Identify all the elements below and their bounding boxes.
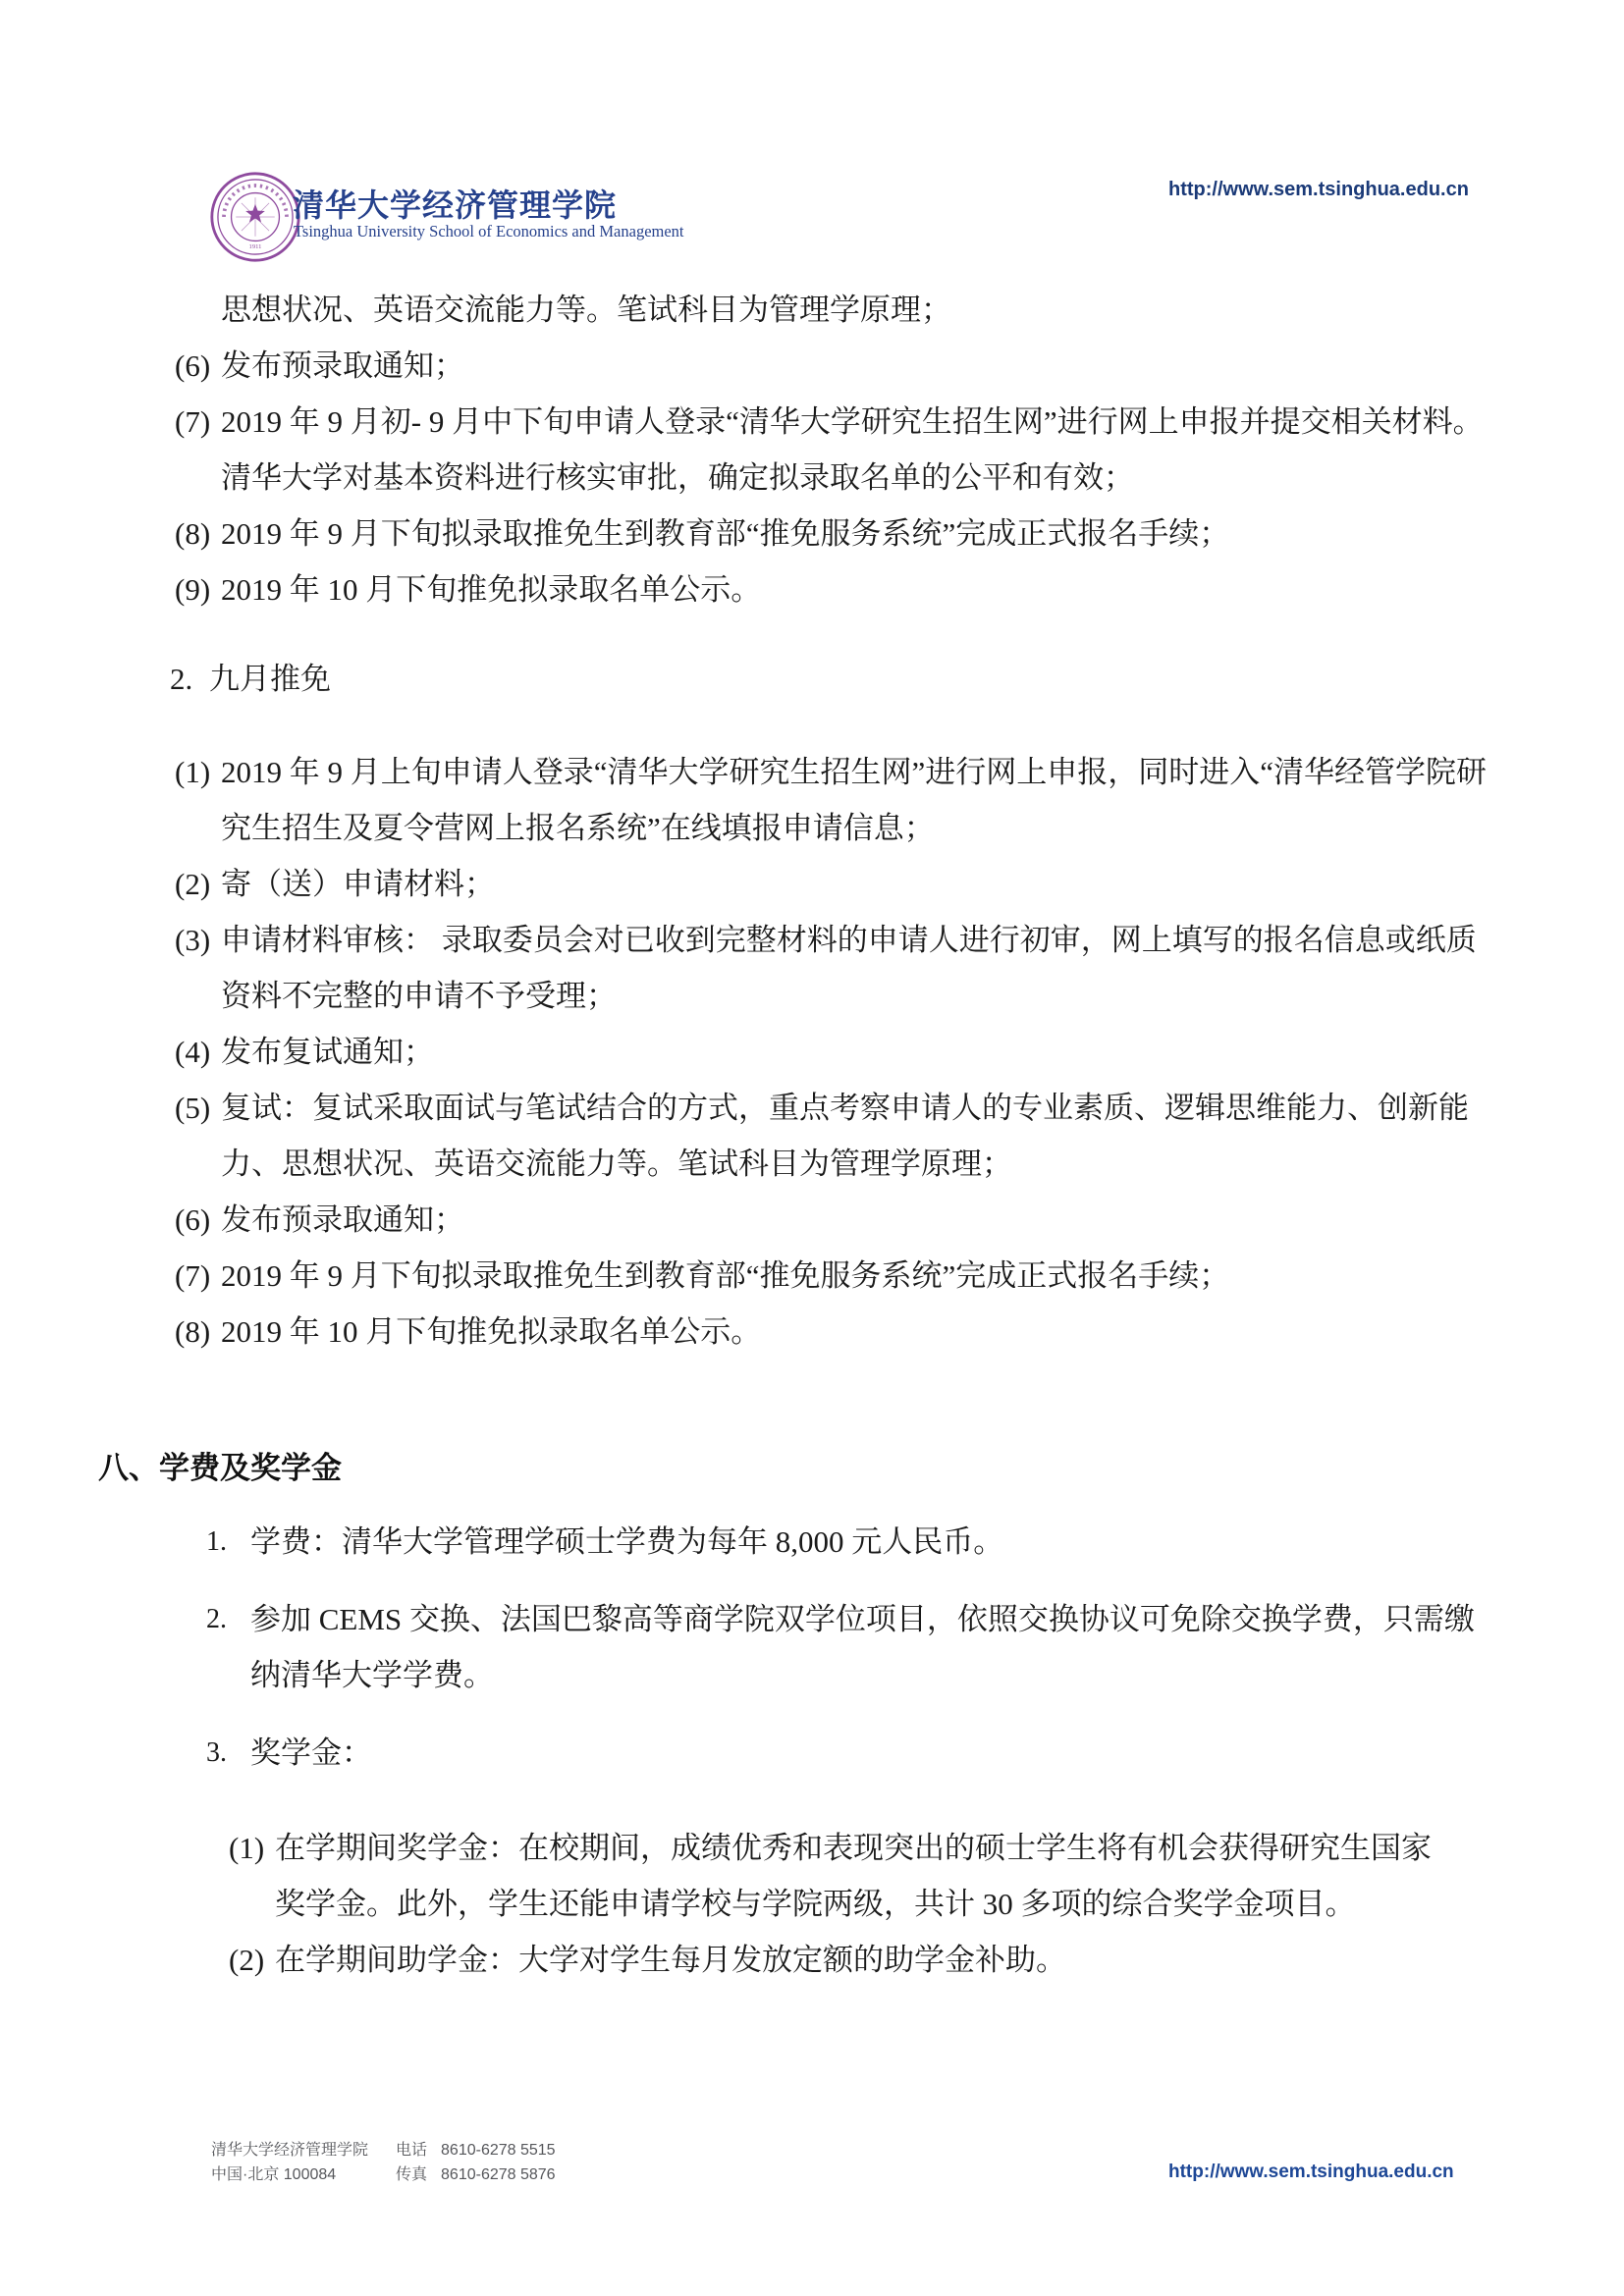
list-item-text: 申请材料审核： 录取委员会对已收到完整材料的申请人进行初审，网上填写的报名信息或纸质资料不完整的申请不予受理； <box>221 923 1477 1013</box>
list-marker: (2) <box>229 1943 265 1977</box>
footer-address: 中国·北京 100084 <box>211 2166 337 2183</box>
school-name-english: Tsinghua University School of Economics and Management <box>294 222 684 240</box>
scholarship-sub-list <box>229 1820 1443 1988</box>
list-item <box>175 744 1500 856</box>
list-item <box>175 856 1500 912</box>
october-procedure-list <box>175 338 1500 617</box>
list-item-text: 复试：复试采取面试与笔试结合的方式，重点考察申请人的专业素质、逻辑思维能力、创新能力、思想状况、英语交流能力等。笔试科目为管理学原理； <box>221 1091 1469 1181</box>
list-item <box>229 1820 1443 1932</box>
list-item-text: 2019 年 10 月下旬推免拟录取名单公示。 <box>221 572 762 607</box>
list-item-text: 2019 年 9 月上旬申请人登录“清华大学研究生招生网”进行网上申报，同时进入“清华经管学院研究生招生及夏令营网上报名系统”在线填报申请信息； <box>221 755 1488 845</box>
footer-website-link[interactable]: http://www.sem.tsinghua.edu.cn <box>1168 2162 1454 2182</box>
footer-fax-number: 8610-6278 5876 <box>441 2166 556 2183</box>
list-marker: (8) <box>175 1314 211 1349</box>
school-name: 清华大学经济管理学院 <box>293 187 618 223</box>
footer-phone-row <box>396 2138 556 2163</box>
list-item-text: 发布预录取通知； <box>221 1202 464 1237</box>
list-marker: (7) <box>175 1258 211 1293</box>
list-marker: 2. <box>170 662 193 696</box>
list-item <box>175 1024 1500 1080</box>
list-item-text: 2019 年 9 月下旬拟录取推免生到教育部“推免服务系统”完成正式报名手续； <box>221 1258 1230 1293</box>
list-item <box>206 1514 1500 1570</box>
list-marker: (4) <box>175 1035 211 1069</box>
svg-text:1911: 1911 <box>248 242 262 250</box>
list-marker: (1) <box>229 1831 265 1865</box>
list-item <box>175 394 1500 506</box>
tuition-numbered-list <box>206 1514 1500 1781</box>
list-item-text: 2019 年 9 月下旬拟录取推免生到教育部“推免服务系统”完成正式报名手续； <box>221 516 1230 551</box>
section-heading-tuition-scholarship: 八、学费及奖学金 <box>98 1451 342 1485</box>
subsection-title-text: 九月推免 <box>209 662 331 696</box>
list-item <box>175 506 1500 561</box>
footer-phone-number: 8610-6278 5515 <box>441 2142 556 2159</box>
list-marker: (2) <box>175 867 211 901</box>
list-item-text: 发布预录取通知； <box>221 348 464 383</box>
list-marker: (5) <box>175 1091 211 1125</box>
list-item <box>175 1248 1500 1304</box>
footer-phone-label: 电话 <box>396 2142 428 2159</box>
list-marker: (9) <box>175 572 211 607</box>
footer-fax-row <box>396 2163 556 2187</box>
document-body <box>0 282 1624 1988</box>
tsinghua-university-seal-icon <box>209 171 301 263</box>
footer-address-block <box>211 2138 368 2187</box>
september-procedure-list <box>175 744 1500 1360</box>
list-item <box>175 912 1500 1024</box>
list-item <box>175 338 1500 394</box>
list-item-text: 学费：清华大学管理学硕士学费为每年 8,000 元人民币。 <box>250 1524 1004 1559</box>
list-item-text: 寄（送）申请材料； <box>221 867 495 901</box>
list-item <box>206 1725 1500 1781</box>
list-item-text: 发布复试通知； <box>221 1035 434 1069</box>
subsection-title-september <box>170 651 1624 707</box>
list-item-text: 2019 年 9 月初- 9 月中下旬申请人登录“清华大学研究生招生网”进行网上申报并提交相关材料。清华大学对基本资料进行核实审批，确定拟录取名单的公平和有效； <box>221 404 1484 495</box>
list-item <box>175 1192 1500 1248</box>
list-item <box>229 1932 1443 1988</box>
list-marker: (7) <box>175 404 211 439</box>
list-item <box>175 1080 1500 1192</box>
list-marker: (3) <box>175 923 211 957</box>
list-item-text: 2019 年 10 月下旬推免拟录取名单公示。 <box>221 1314 762 1349</box>
list-item-text: 在学期间助学金：大学对学生每月发放定额的助学金补助。 <box>275 1943 1066 1977</box>
list-marker: 3. <box>206 1737 227 1768</box>
paragraph-continuation: 思想状况、英语交流能力等。笔试科目为管理学原理； <box>221 293 951 327</box>
footer-contact-block <box>396 2138 556 2187</box>
list-marker: (6) <box>175 348 211 383</box>
list-item <box>175 561 1500 617</box>
list-marker: 1. <box>206 1526 227 1557</box>
header-website-link[interactable]: http://www.sem.tsinghua.edu.cn <box>1168 179 1469 200</box>
list-marker: (1) <box>175 755 211 789</box>
list-marker: (6) <box>175 1202 211 1237</box>
list-item <box>175 1304 1500 1360</box>
footer-school-name: 清华大学经济管理学院 <box>211 2142 369 2159</box>
list-item-text: 参加 CEMS 交换、法国巴黎高等商学院双学位项目，依照交换协议可免除交换学费，只需缴纳清华大学学费。 <box>250 1602 1475 1692</box>
list-marker: (8) <box>175 516 211 551</box>
list-item-text: 在学期间奖学金：在校期间，成绩优秀和表现突出的硕士学生将有机会获得研究生国家奖学金。此外，学生还能申请学校与学院两级，共计 30 多项的综合奖学金项目。 <box>275 1831 1432 1921</box>
footer-fax-label: 传真 <box>396 2166 428 2183</box>
list-item <box>206 1591 1500 1703</box>
list-marker: 2. <box>206 1604 227 1634</box>
list-item-text: 奖学金： <box>250 1735 372 1770</box>
